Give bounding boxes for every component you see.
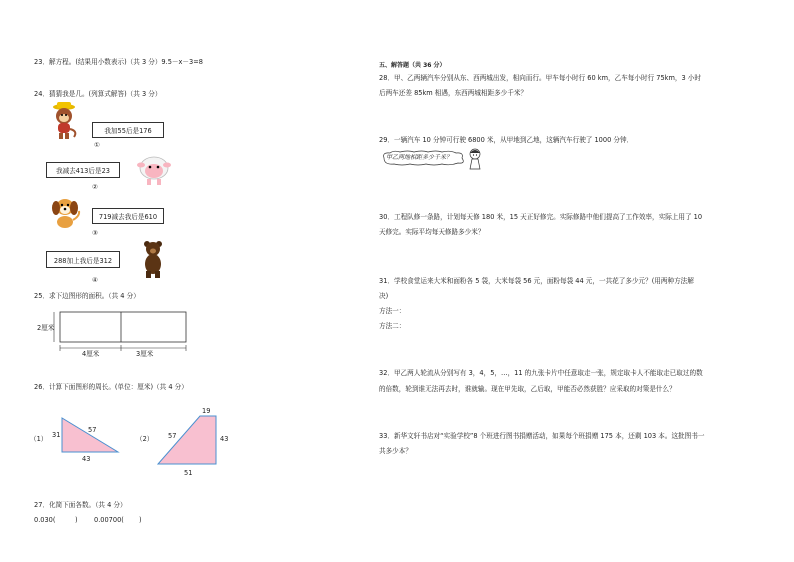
bubble-2-number: ②	[92, 183, 98, 191]
bubble-2: 我减去413后是23	[46, 162, 120, 178]
q26-fig2-right: 43	[220, 435, 229, 443]
q32-line2: 的倍数，轮到谁无法再去时，谁就输。现在甲先取，乙后取，甲能否必然获胜？应采取的对策是什么？	[379, 385, 676, 393]
thought-cloud-text: 甲乙两地相距多少千米？	[386, 154, 453, 161]
q25-title: 25．求下边图形的面积。（共 4 分）	[34, 292, 140, 300]
q33-line2: 共多少本？	[379, 447, 412, 455]
q26-fig1-side-b: 57	[88, 426, 97, 434]
bubble-3: 719减去我后是610	[92, 208, 164, 224]
q26-fig2-left: 57	[168, 432, 177, 440]
q25-width1-label: 4厘米	[82, 350, 100, 358]
sheep-illustration	[136, 152, 174, 186]
q31-line2: 决)	[379, 292, 389, 300]
section5-title: 五、解答题（共 36 分）	[379, 62, 446, 69]
q26-title: 26．计算下面图形的周长。(单位：厘米)（共 4 分）	[34, 383, 188, 391]
q31-method2: 方法二：	[379, 322, 406, 330]
q31-method1: 方法一：	[379, 307, 406, 315]
dog-illustration	[46, 196, 84, 230]
q26-fig1-side-a: 31	[52, 431, 61, 439]
q28-line2: 后两车还差 85km 相遇，东西两城相距多少千米？	[379, 89, 528, 97]
q25-rectangle-figure	[30, 312, 190, 360]
q23-text: 23．解方程。(结果用小数表示)（共 3 分）9.5－x－3=8	[34, 58, 203, 66]
bear-illustration	[140, 240, 166, 278]
q27-item-b: 0.00700(	[94, 516, 124, 524]
q26-triangle-figure	[30, 410, 130, 466]
bubble-1-number: ①	[94, 141, 100, 149]
q26-fig1-label: （1）	[30, 435, 48, 443]
q27-item-a: 0.030(	[34, 516, 56, 524]
bubble-1: 我加55后是176	[92, 122, 164, 138]
q25-width2-label: 3厘米	[136, 350, 154, 358]
girl-illustration	[468, 148, 482, 170]
q33-line1: 33．新华文轩书店对“实验学校”8 个班进行图书捐赠活动，如果每个班捐赠 175 本，还剩 103 本。这批图书一	[379, 432, 705, 440]
q29-line1: 29．一辆汽车 10 分钟可行驶 6800 米，从甲地到乙地，这辆汽车行驶了 1000 分钟．	[379, 136, 634, 144]
q28-line1: 28．甲、乙两辆汽车分别从东、西两城出发，相向而行。甲车每小时行 60 km，乙车每小时行 75km，3 小时	[379, 74, 701, 82]
q26-fig2-top: 19	[202, 407, 211, 415]
q25-height-label: 2厘米	[37, 324, 55, 332]
bubble-4: 288加上我后是312	[46, 251, 120, 268]
q27-title: 27．化简下面各数。（共 4 分）	[34, 501, 127, 509]
q26-trapezoid-figure	[136, 406, 236, 478]
bubble-4-number: ④	[92, 276, 98, 284]
q26-fig2-bottom: 51	[184, 469, 193, 477]
q26-fig2-label: （2）	[136, 435, 154, 443]
q27-item-b-close: )	[139, 516, 142, 524]
q30-line1: 30．工程队修一条路，计划每天修 180 米，15 天正好修完。实际修路中他们提高了工作效率，实际上用了 10	[379, 213, 703, 221]
q32-line1: 32．甲乙两人轮流从分别写有 3，4，5，…，11 的九张卡片中任意取走一张，规定取卡人不能取走已取过的数	[379, 369, 703, 377]
q31-line1: 31．学校食堂运来大米和面粉各 5 袋，大米每袋 56 元，面粉每袋 44 元，一共花了多少元？(用两种方法解	[379, 277, 694, 285]
q30-line2: 天修完。实际平均每天修路多少米？	[379, 228, 485, 236]
q27-item-a-close: )	[75, 516, 78, 524]
q26-fig1-side-c: 43	[82, 455, 91, 463]
monkey-illustration	[44, 101, 84, 141]
q24-title: 24．猜猜我是几。(列算式解答)（共 3 分）	[34, 90, 162, 98]
bubble-3-number: ③	[92, 229, 98, 237]
